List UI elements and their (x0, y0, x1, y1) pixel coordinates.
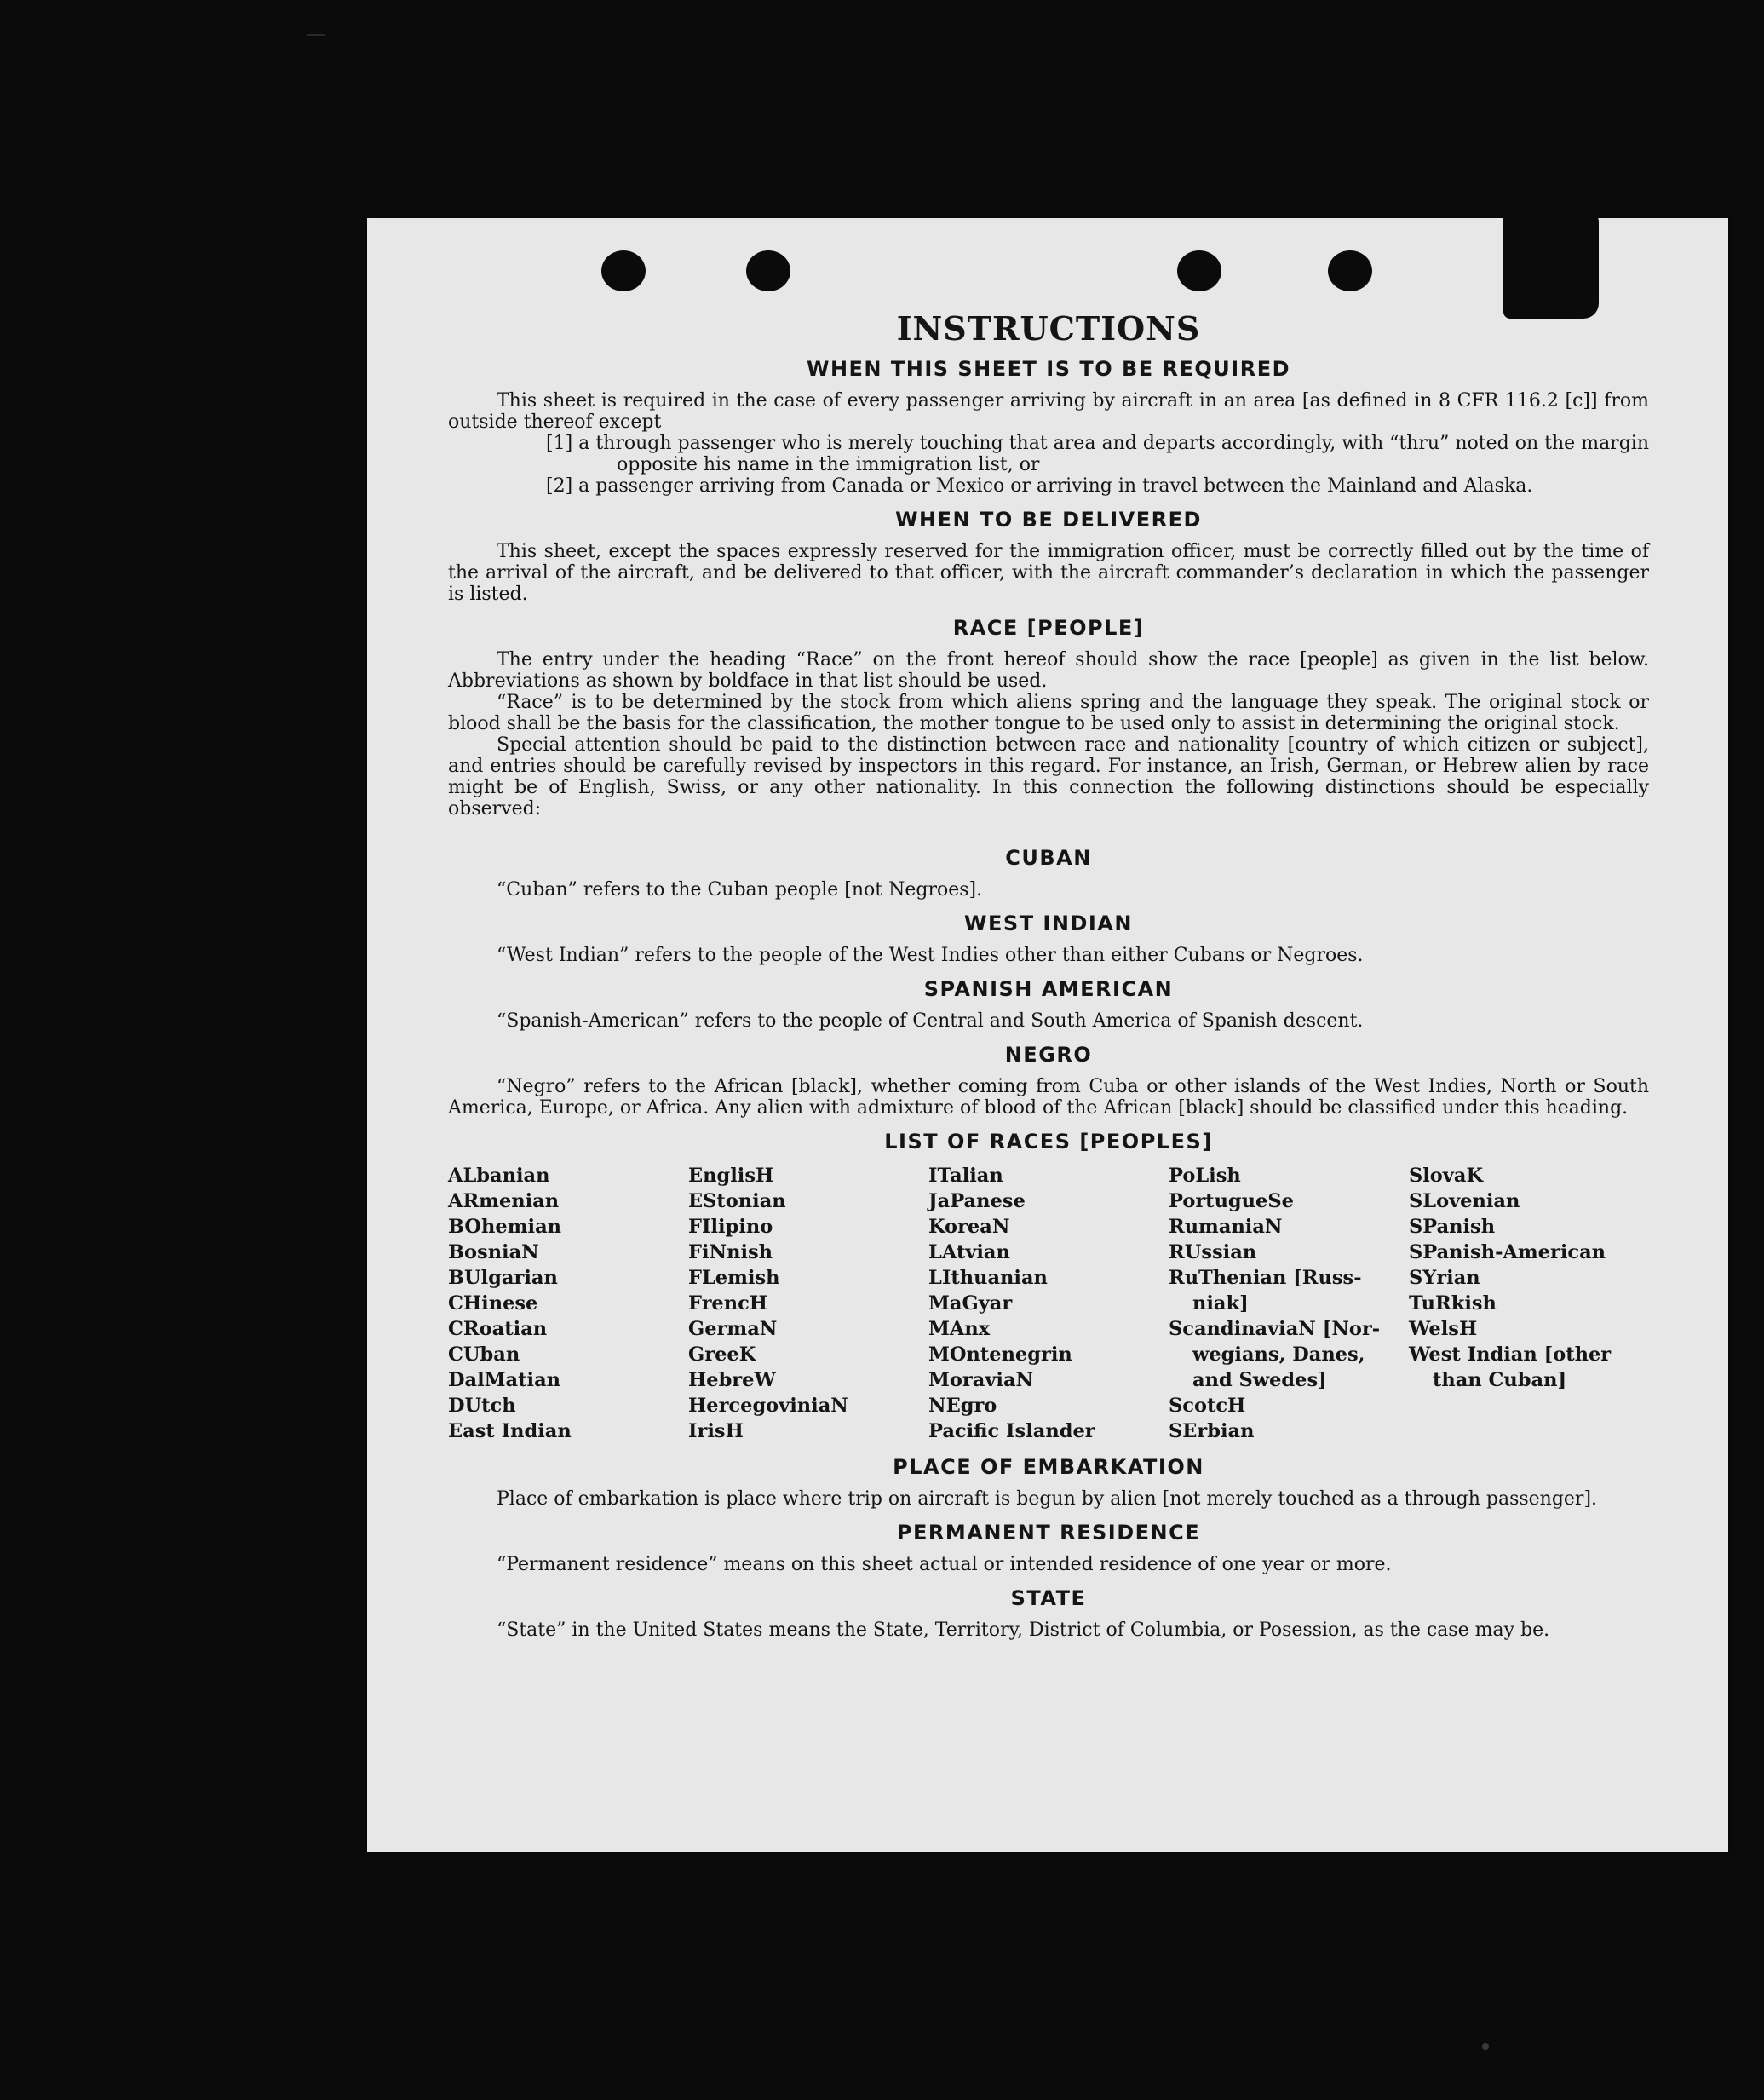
edge-speck (1482, 2043, 1489, 2050)
race-entry: SYrian (1409, 1267, 1480, 1289)
race-entry: JaPanese (928, 1190, 1026, 1212)
race-entry: Pacific Islander (928, 1420, 1095, 1442)
race-entry: ScotcH (1169, 1395, 1246, 1417)
race-entry: CHinese (448, 1292, 538, 1315)
race-entry: ITalian (928, 1165, 1003, 1187)
race-entry: LIthuanian (928, 1267, 1048, 1289)
section-heading-spanish-american: SPANISH AMERICAN (923, 977, 1174, 1001)
race-entry: East Indian (448, 1420, 572, 1442)
race-entry: FrencH (688, 1292, 768, 1315)
races-column-5 (1409, 1163, 1649, 1444)
race-entry: GreeK (688, 1343, 756, 1366)
state-text: “State” in the United States means the State, Territory, District of Columbia, or Posession, as the case may be. (497, 1620, 1550, 1641)
race-paragraph-2: “Race” is to be determined by the stock from which aliens spring and the language they speak. The original stock or blood shall be the basis for the classification, the mother tongue to be used only to assist in determining the original stock. (448, 692, 1649, 734)
race-entry: DUtch (448, 1395, 516, 1417)
race-entry: ScandinaviaN [Nor- (1169, 1318, 1381, 1340)
spanish-american-text: “Spanish-American” refers to the people of Central and South America of Spanish descent. (497, 1010, 1364, 1032)
race-entry: West Indian [other (1409, 1343, 1612, 1366)
races-column-2 (688, 1163, 928, 1444)
races-list (448, 1163, 1649, 1444)
race-entry: SPanish (1409, 1216, 1496, 1238)
race-entry: MOntenegrin (928, 1343, 1072, 1366)
race-entry: FLemish (688, 1267, 780, 1289)
race-entry: CRoatian (448, 1318, 548, 1340)
section-heading-west-indian: WEST INDIAN (964, 912, 1133, 935)
race-entry: EnglisH (688, 1165, 774, 1187)
sheet-content (448, 310, 1649, 1641)
race-entry: CUban (448, 1343, 520, 1366)
page-title: INSTRUCTIONS (896, 309, 1201, 348)
race-entry: and Swedes] (1192, 1369, 1327, 1391)
negro-text: “Negro” refers to the African [black], whether coming from Cuba or other islands of the West Indies, North or South America, Europe, or Africa. Any alien with admixture of blood of the African [black] should be classified under this heading. (448, 1076, 1649, 1119)
required-item-1: [1] a through passenger who is merely touching that area and departs accordingly, with “thru” noted on the margin opposite his name in the immigration list, or (546, 433, 1649, 475)
race-entry: HercegoviniaN (688, 1395, 848, 1417)
races-column-4 (1169, 1163, 1409, 1444)
race-entry: EStonian (688, 1190, 786, 1212)
instruction-sheet (367, 218, 1728, 1852)
section-heading-required: WHEN THIS SHEET IS TO BE REQUIRED (806, 357, 1291, 381)
race-entry: BosniaN (448, 1241, 539, 1263)
race-entry: RUssian (1169, 1241, 1257, 1263)
section-heading-race: RACE [PEOPLE] (952, 616, 1145, 640)
delivered-text: This sheet, except the spaces expressly reserved for the immigration officer, must be correctly filled out by the time of the arrival of the aircraft, and be delivered to that officer, with the aircraft commander’s declaration in which the passenger is listed. (448, 541, 1649, 605)
races-column-1 (448, 1163, 688, 1444)
race-entry: IrisH (688, 1420, 744, 1442)
race-entry: NEgro (928, 1395, 997, 1417)
race-entry: BUlgarian (448, 1267, 558, 1289)
race-entry: KoreaN (928, 1216, 1010, 1238)
race-entry: SlovaK (1409, 1165, 1484, 1187)
section-heading-state: STATE (1010, 1586, 1087, 1610)
section-heading-cuban: CUBAN (1005, 846, 1092, 870)
embarkation-text: Place of embarkation is place where trip on aircraft is begun by alien [not merely touched as a through passenger]. (497, 1488, 1598, 1510)
punch-hole (746, 250, 790, 291)
race-entry: FiNnish (688, 1241, 773, 1263)
races-column-3 (928, 1163, 1169, 1444)
race-entry: MaGyar (928, 1292, 1013, 1315)
race-entry: wegians, Danes, (1192, 1343, 1365, 1366)
race-entry: RuThenian [Russ- (1169, 1267, 1362, 1289)
race-entry: GermaN (688, 1318, 778, 1340)
race-entry: than Cuban] (1433, 1369, 1567, 1391)
section-heading-negro: NEGRO (1004, 1043, 1093, 1067)
race-entry: FIlipino (688, 1216, 773, 1238)
race-entry: PoLish (1169, 1165, 1241, 1187)
edge-speck (282, 718, 285, 734)
punch-hole (1177, 250, 1221, 291)
race-entry: LAtvian (928, 1241, 1010, 1263)
west-indian-text: “West Indian” refers to the people of the West Indies other than either Cubans or Negroes. (497, 945, 1364, 966)
section-heading-list: LIST OF RACES [PEOPLES] (884, 1130, 1213, 1154)
race-entry: niak] (1192, 1292, 1249, 1315)
punch-hole (1328, 250, 1372, 291)
race-paragraph-3: Special attention should be paid to the distinction between race and nationality [country of which citizen or subject], and entries should be carefully revised by inspectors in this regard. For instance, an Irish, German, or Hebrew alien by race might be of English, Swiss, or any other nationality. In this connection the following distinctions should be especially observed: (448, 734, 1649, 820)
race-paragraph-1: The entry under the heading “Race” on the front hereof should show the race [people] as given in the list below. Abbreviations as shown by boldface in that list should be used. (448, 649, 1649, 692)
edge-mark (307, 34, 325, 36)
race-entry: RumaniaN (1169, 1216, 1283, 1238)
race-entry: SPanish-American (1409, 1241, 1606, 1263)
section-heading-delivered: WHEN TO BE DELIVERED (895, 508, 1202, 532)
race-entry: MoraviaN (928, 1369, 1034, 1391)
race-entry: SErbian (1169, 1420, 1255, 1442)
race-entry: WelsH (1409, 1318, 1478, 1340)
punch-hole (601, 250, 646, 291)
race-entry: TuRkish (1409, 1292, 1497, 1315)
section-heading-residence: PERMANENT RESIDENCE (896, 1521, 1201, 1545)
section-heading-embarkation: PLACE OF EMBARKATION (893, 1455, 1204, 1479)
race-entry: BOhemian (448, 1216, 562, 1238)
required-item-2: [2] a passenger arriving from Canada or Mexico or arriving in travel between the Mainland and Alaska. (546, 475, 1533, 497)
cuban-text: “Cuban” refers to the Cuban people [not Negroes]. (497, 879, 983, 900)
race-entry: ALbanian (448, 1165, 550, 1187)
race-entry: DalMatian (448, 1369, 561, 1391)
race-entry: ARmenian (448, 1190, 560, 1212)
race-entry: HebreW (688, 1369, 776, 1391)
race-entry: MAnx (928, 1318, 991, 1340)
race-entry: SLovenian (1409, 1190, 1520, 1212)
race-entry: PortugueSe (1169, 1190, 1294, 1212)
torn-tab (1503, 213, 1599, 319)
required-intro: This sheet is required in the case of every passenger arriving by aircraft in an area [as defined in 8 CFR 116.2 [c]] from outside thereof except (448, 390, 1649, 433)
residence-text: “Permanent residence” means on this sheet actual or intended residence of one year or more. (497, 1554, 1392, 1575)
